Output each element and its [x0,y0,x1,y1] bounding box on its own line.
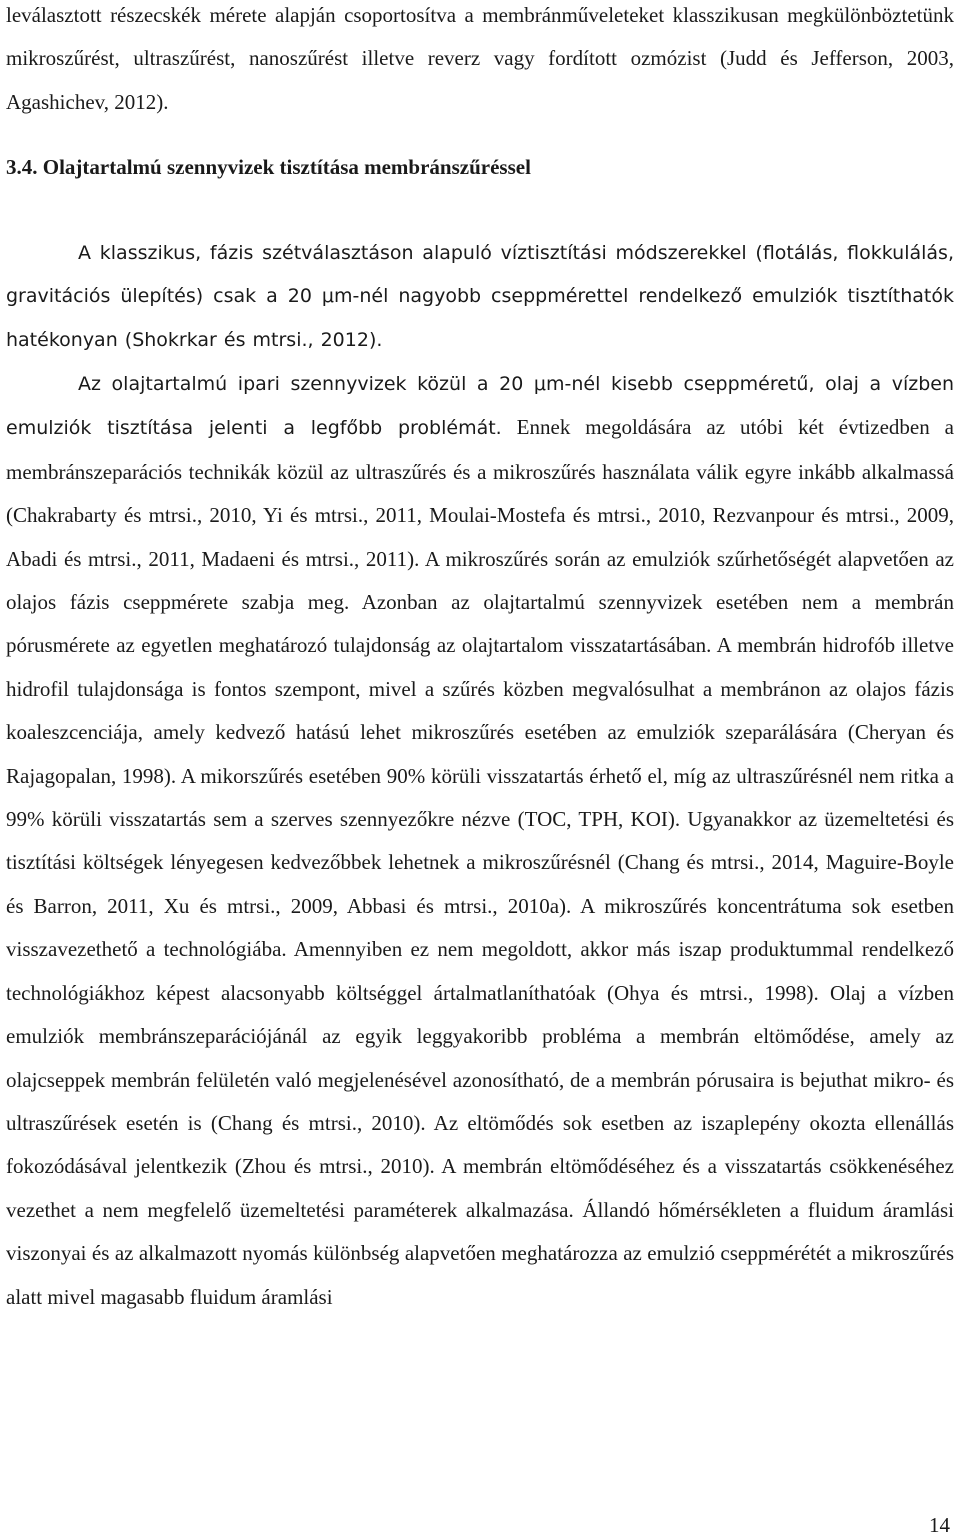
section-heading: 3.4. Olajtartalmú szennyvizek tisztítása membránszűréssel [6,155,531,179]
document-page [6,0,954,1537]
paragraph-lead-sentence: Az olajtartalmú ipari szennyvizek közül a 20 μm-nél kisebb cseppméretű, olaj a vízben emulziók tisztítása jelenti a legfőbb problémát. [6,373,954,440]
page-number: 14 [929,1513,950,1537]
intro-paragraph: leválasztott részecskék mérete alapján csoportosítva a membránműveleteket klasszikusan megkülönböztetünk mikroszűrést, ultraszűrést, nanoszűrést illetve reverz vagy fordított ozmózist (Judd és Jefferson, 2003, Agashichev, 2012). [6,3,954,114]
paragraph-membrane-filtration [6,362,954,1319]
paragraph-classic-methods: A klasszikus, fázis szétválasztáson alapuló víztisztítási módszerekkel (flotálás, flokkulálás, gravitációs ülepítés) csak a 20 μm-nél nagyobb cseppmérettel rendelkező emulziók tisztíthatók hatékonyan (Shokrkar és mtrsi., 2012). [6,242,954,351]
paragraph-body-text: Ennek megoldására az utóbi két évtizedben a membránszeparációs technikák közül az ultraszűrés és a mikroszűrés használata válik egyre inkább alkalmassá (Chakrabarty és mtrsi., 2010, Yi és mtrsi., 2011, Moulai-Mostefa és mtrsi., 2010, Rezvanpour és mtrsi., 2009, Abadi és mtrsi., 2011, Madaeni és mtrsi., 2011). A mikroszűrés során az emulziók szűrhetőségét alapvetően az olajos fázis cseppmérete szabja meg. Azonban az olajtartalmú szennyvizek esetében nem a membrán pórusmérete az egyetlen meghatározó tulajdonság az olajtartalom visszatartásában. A membrán hidrofób illetve hidrofil tulajdonsága is fontos szempont, mivel a szűrés közben megvalósulhat a membránon az olajos fázis koaleszcenciája, amely kedvező hatású lehet mikroszűrés esetében az emulziók szeparálására (Cheryan és Rajagopalan, 1998). A mikorszűrés esetében 90% körüli visszatartás érhető el, míg az ultraszűrésnél nem ritka a 99% körüli visszatartás sem a szerves szennyezőkre nézve (TOC, TPH, KOI). Ugyanakkor az üzemeltetési és tisztítási költségek lényegesen kedvezőbbek lehetnek a mikroszűrésnél (Chang és mtrsi., 2014, Maguire-Boyle és Barron, 2011, Xu és mtrsi., 2009, Abbasi és mtrsi., 2010a). A mikroszűrés koncentrátuma sok esetben visszavezethető a technológiába. Amennyiben ez nem megoldott, akkor más iszap produktummal rendelkező technológiákhoz képest alacsonyabb költséggel ártalmatlaníthatóak (Ohya és mtrsi., 1998). Olaj a vízben emulziók membránszeparációjánál az egyik leggyakoribb probléma a membrán eltömődése, amely az olajcseppek membrán felületén való megjelenésével azonosítható, de a membrán pórusaira is bejuthat mikro- és ultraszűrések esetén is (Chang és mtrsi., 2010). Az eltömődés sok esetben az iszaplepény okozta ellenállás fokozódásával jelentkezik (Zhou és mtrsi., 2010). A membrán eltömődéséhez és a visszatartás csökkenéséhez vezethet a nem megfelelő üzemeltetési paraméterek alkalmazása. Állandó hőmérsékleten a fluidum áramlási viszonyai és az alkalmazott nyomás különbség alapvetően meghatározza az emulzió cseppmérétét a mikroszűrés alatt mivel magasabb fluidum áramlási [6,415,954,1309]
